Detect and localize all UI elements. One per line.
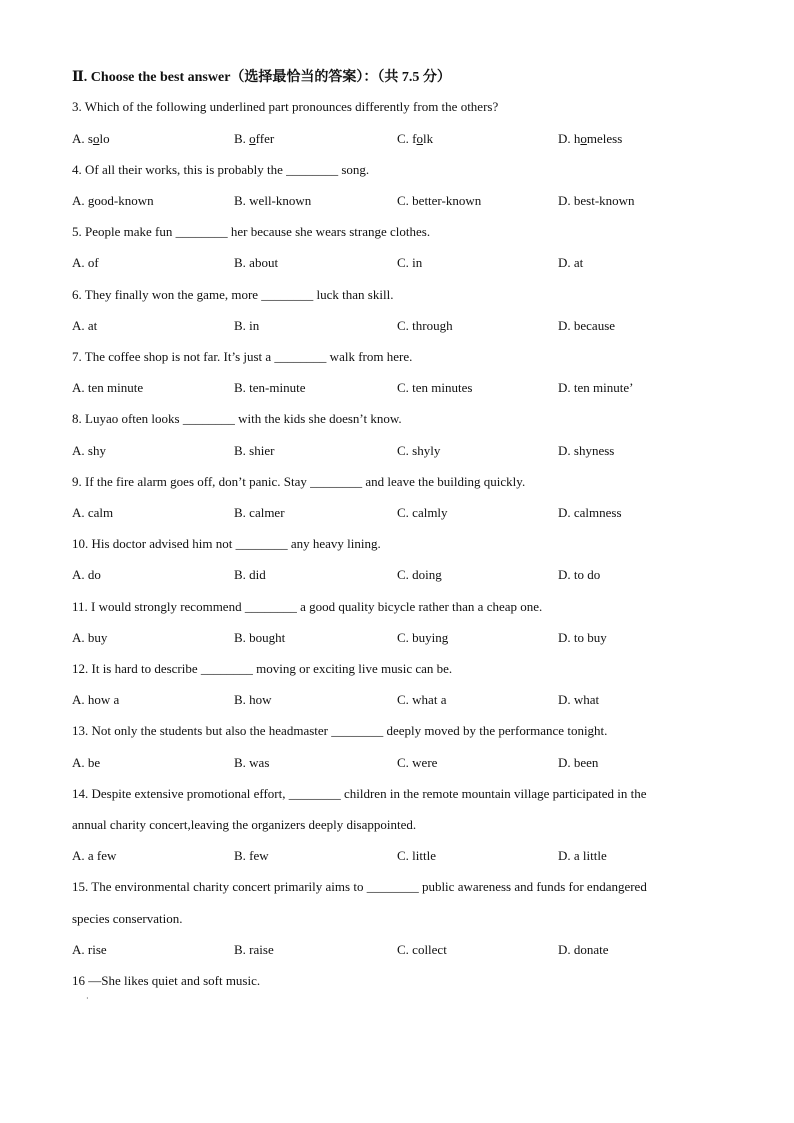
option-b[interactable]: B. how bbox=[234, 692, 272, 707]
question-6-stem: 6. They finally won the game, more ________ luck than skill. bbox=[72, 287, 394, 302]
option-a[interactable]: A. buy bbox=[72, 630, 108, 645]
option-text: lk bbox=[423, 131, 434, 146]
question-10-options bbox=[72, 566, 772, 584]
option-d[interactable]: D. to do bbox=[558, 567, 601, 582]
question-7-stem: 7. The coffee shop is not far. It’s just a ________ walk from here. bbox=[72, 349, 413, 364]
option-a[interactable]: A. of bbox=[72, 255, 99, 270]
question-13-stem: 13. Not only the students but also the headmaster ________ deeply moved by the performance tonight. bbox=[72, 723, 608, 738]
question-10-stem: 10. His doctor advised him not ________ any heavy lining. bbox=[72, 536, 381, 551]
option-text: lo bbox=[99, 131, 110, 146]
question-9-options bbox=[72, 504, 772, 522]
option-b[interactable]: B. bought bbox=[234, 630, 286, 645]
option-text: meless bbox=[586, 131, 623, 146]
option-b[interactable]: B. calmer bbox=[234, 505, 285, 520]
question-14-stem: 14. Despite extensive promotional effort, ________ children in the remote mountain village participated in the bbox=[72, 786, 647, 801]
option-d[interactable]: D. shyness bbox=[558, 443, 615, 458]
option-text: C. f bbox=[397, 131, 417, 146]
option-text: B. bbox=[234, 131, 250, 146]
option-d[interactable]: D. what bbox=[558, 692, 600, 707]
option-text: A. s bbox=[72, 131, 93, 146]
option-a[interactable]: A. be bbox=[72, 755, 101, 770]
option-c[interactable]: C. doing bbox=[397, 567, 442, 582]
option-d[interactable]: D. calmness bbox=[558, 505, 622, 520]
option-a[interactable]: A. a few bbox=[72, 848, 117, 863]
underlined-letter: o bbox=[92, 131, 100, 146]
option-c[interactable]: C. calmly bbox=[397, 505, 448, 520]
option-b[interactable]: B. about bbox=[234, 255, 279, 270]
option-a[interactable]: A. do bbox=[72, 567, 101, 582]
question-15-stem-cont: species conservation. bbox=[72, 911, 183, 926]
option-c[interactable]: C. better-known bbox=[397, 193, 482, 208]
question-11-stem: 11. I would strongly recommend ________ a good quality bicycle rather than a cheap one. bbox=[72, 599, 543, 614]
question-7-options bbox=[72, 379, 772, 397]
option-c[interactable]: C. buying bbox=[397, 630, 449, 645]
question-15-options bbox=[72, 941, 772, 959]
question-3-options bbox=[72, 130, 772, 148]
option-c[interactable] bbox=[397, 130, 433, 148]
question-4-stem: 4. Of all their works, this is probably the ________ song. bbox=[72, 162, 370, 177]
question-9-stem: 9. If the fire alarm goes off, don’t panic. Stay ________ and leave the building quickly. bbox=[72, 474, 526, 489]
question-14-options bbox=[72, 847, 772, 865]
option-a[interactable]: A. good-known bbox=[72, 193, 154, 208]
option-a[interactable] bbox=[72, 130, 110, 148]
question-5-options bbox=[72, 254, 772, 272]
question-14-stem-cont: annual charity concert,leaving the organizers deeply disappointed. bbox=[72, 817, 417, 832]
option-text: D. h bbox=[558, 131, 581, 146]
option-c[interactable]: C. collect bbox=[397, 942, 447, 957]
question-8-stem: 8. Luyao often looks ________ with the kids she doesn’t know. bbox=[72, 411, 402, 426]
question-13-options bbox=[72, 754, 772, 772]
option-c[interactable]: C. ten minutes bbox=[397, 380, 473, 395]
option-a[interactable]: A. calm bbox=[72, 505, 114, 520]
option-d[interactable]: D. donate bbox=[558, 942, 609, 957]
option-a[interactable]: A. rise bbox=[72, 942, 107, 957]
question-6-options bbox=[72, 317, 772, 335]
option-d[interactable]: D. at bbox=[558, 255, 584, 270]
question-8-options bbox=[72, 442, 772, 460]
option-d[interactable]: D. been bbox=[558, 755, 599, 770]
question-3-stem: 3. Which of the following underlined part pronounces differently from the others? bbox=[72, 99, 499, 114]
option-b[interactable]: B. ten-minute bbox=[234, 380, 306, 395]
option-b[interactable]: B. raise bbox=[234, 942, 274, 957]
option-a[interactable]: A. how a bbox=[72, 692, 120, 707]
option-b[interactable]: B. well-known bbox=[234, 193, 312, 208]
option-c[interactable]: C. in bbox=[397, 255, 423, 270]
option-b[interactable]: B. in bbox=[234, 318, 260, 333]
option-d[interactable]: D. a little bbox=[558, 848, 607, 863]
question-5-stem: 5. People make fun ________ her because she wears strange clothes. bbox=[72, 224, 431, 239]
question-12-stem: 12. It is hard to describe ________ moving or exciting live music can be. bbox=[72, 661, 453, 676]
question-15-stem: 15. The environmental charity concert primarily aims to ________ public awareness and funds for endangered bbox=[72, 879, 647, 894]
option-d[interactable]: D. best-known bbox=[558, 193, 635, 208]
option-b[interactable]: B. did bbox=[234, 567, 266, 582]
option-d[interactable] bbox=[558, 130, 622, 148]
section-title: Ⅱ. Choose the best answer（选择最恰当的答案）：（共 7.5 分） bbox=[72, 70, 451, 85]
option-b[interactable] bbox=[234, 130, 274, 148]
option-a[interactable]: A. at bbox=[72, 318, 98, 333]
option-c[interactable]: C. shyly bbox=[397, 443, 441, 458]
question-12-options bbox=[72, 691, 772, 709]
stray-dot: · bbox=[86, 994, 89, 1003]
option-d[interactable]: D. because bbox=[558, 318, 616, 333]
option-c[interactable]: C. little bbox=[397, 848, 436, 863]
question-4-options bbox=[72, 192, 772, 210]
option-d[interactable]: D. ten minute’ bbox=[558, 380, 634, 395]
option-c[interactable]: C. through bbox=[397, 318, 453, 333]
option-b[interactable]: B. shier bbox=[234, 443, 275, 458]
option-a[interactable]: A. ten minute bbox=[72, 380, 144, 395]
option-a[interactable]: A. shy bbox=[72, 443, 106, 458]
question-11-options bbox=[72, 629, 772, 647]
question-16-stem: 16 —She likes quiet and soft music. bbox=[72, 973, 261, 988]
option-b[interactable]: B. few bbox=[234, 848, 269, 863]
option-text: ffer bbox=[255, 131, 275, 146]
option-c[interactable]: C. what a bbox=[397, 692, 447, 707]
underlined-letter: o bbox=[416, 131, 423, 146]
option-b[interactable]: B. was bbox=[234, 755, 270, 770]
underlined-letter: o bbox=[580, 131, 587, 146]
underlined-letter: o bbox=[249, 131, 256, 146]
option-d[interactable]: D. to buy bbox=[558, 630, 607, 645]
option-c[interactable]: C. were bbox=[397, 755, 438, 770]
